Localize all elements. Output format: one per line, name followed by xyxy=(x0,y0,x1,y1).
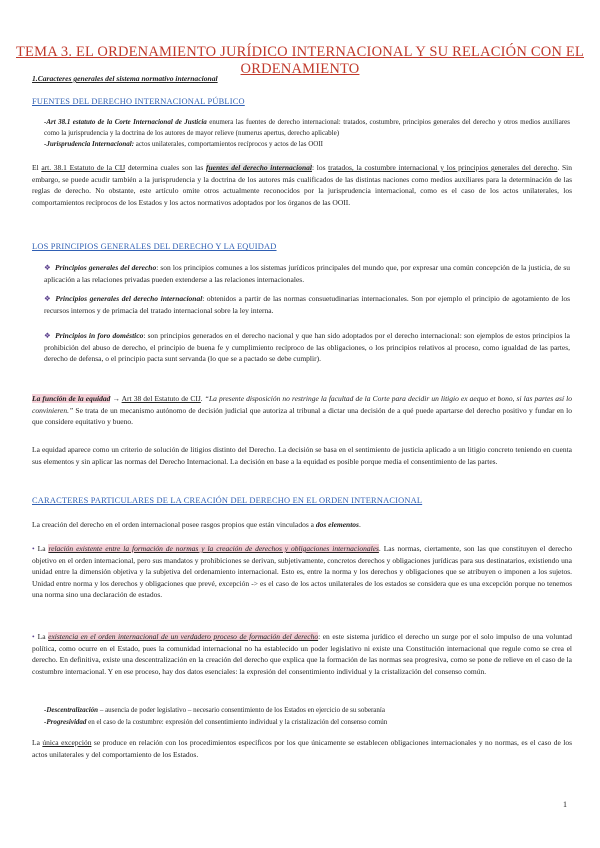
bullet-icon: • xyxy=(32,632,35,641)
art38-link[interactable]: Art 38 del Estatuto de CIJ xyxy=(121,394,201,403)
bullet-icon: • xyxy=(32,544,35,553)
principios-item-1: ❖ Principios generales del derecho: son los principios comunes a los sistemas jurídicos principales del mundo que, por expresar una común concepción de la justicia, de su aplicación a las relaciones privadas pueden extenderse a las relaciones internacionales. xyxy=(44,263,570,284)
excepcion-paragraph: La única excepción se produce en relación con los procedimientos específicos por los que únicamente se establecen obligaciones internacionales y no normas, es el caso de los actos unilaterales y del comportamiento de los Estados. xyxy=(32,738,573,759)
heading-fuentes: FUENTES DEL DERECHO INTERNACIONAL PÚBLICO xyxy=(32,97,245,106)
principios-item-3: ❖ Principios in foro doméstico: son principios generados en el derecho nacional y que han sido adoptados por el derecho internacional: son ejemplos de estos principios la prohibición del abuso de derecho, el principio de buena fe y cumplimiento recíproco de las obligaciones, o los principios relativos al proceso, como igualdad de las partes, derecho de defensa, o el principio pacta sunt servanda (lo que se a pactado se debe cumplir). xyxy=(44,331,570,363)
heading-caracteres: CARACTERES PARTICULARES DE LA CREACIÓN DEL DERECHO EN EL ORDEN INTERNACIONAL xyxy=(32,496,423,505)
diamond-bullet-icon: ❖ xyxy=(44,263,51,272)
diamond-bullet-icon: ❖ xyxy=(44,331,52,340)
equidad-paragraph: La equidad aparece como un criterio de solución de litigios distinto del Derecho. La decisión se basa en el sentimiento de justicia aplicado a un litigio concreto teniendo en cuenta sus elementos y sin aplicar las normas del Derecho Internacional. La decisión en base a la equidad es posible porque media el consentimiento de las partes. xyxy=(32,445,572,466)
descentralizacion-line: -Descentralización – ausencia de poder legislativo – necesario consentimiento de los Estados en ejercicio de su soberanía xyxy=(44,706,385,714)
caracteres-bullet-2: • La existencia en el orden internacional de un verdadero proceso de formación del derecho: en este sistema jurídico el derecho un surge por el solo impulso de una voluntad política, como ocurre en el Estado, pues la comunidad internacional no ha establecido un poder legislativo ni existe una Constitución internacional que regule como se crea el derecho. En definitiva, existe una descentralización en la creación del derecho que explica que la formación de las normas sea progresiva, como se pone de relieve en el caso de la costumbre internacional. Y en ese proceso, hay dos datos esenciales: la expresión del consentimiento individual y la cristalización del consenso común. xyxy=(32,632,572,676)
fuentes-bullet-2: -Jurisprudencia Internacional: actos unilaterales, comportamientos recíprocos y actos de las OOII xyxy=(44,140,323,148)
page-number: 1 xyxy=(563,800,567,809)
page-title: TEMA 3. EL ORDENAMIENTO JURÍDICO INTERNACIONAL Y SU RELACIÓN CON EL ORDENAMIENTO xyxy=(16,44,584,77)
heading-principios: LOS PRINCIPIOS GENERALES DEL DERECHO Y LA EQUIDAD xyxy=(32,242,277,251)
diamond-bullet-icon: ❖ xyxy=(44,294,52,303)
caracteres-bullet-1: • La relación existente entre la formación de normas y la creación de derechos y obligaciones internacionales. Las normas, ciertamente, son las que constituyen el derecho objetivo en el orden internacional, pero sus mandatos y prohibiciones se derivan, subjetivamente, concretos derechos y obligaciones jurídicas para sus destinatarios, existiendo una unidad entre la dimensión objetiva y la subjetiva del ordenamiento internacional. Esto es, entre la norma y los derechos y obligaciones que se atribuyen o imponen a los sujetos. Unidad entre norma y los derechos y obligaciones que prevé, excepción -> es el caso de los actos unilaterales de los estados se considera que es una excepción porque no tenemos una norma sino una declaración de estados. xyxy=(32,544,572,599)
fuentes-bullet-1: -Art 38.1 estatuto de la Corte Internacional de Justicia enumera las fuentes de derecho internacional: tratados, costumbre, principios generales del derecho y otros medios auxiliares como la jurisprudencia y la doctrina de los autores de mayor relieve (numerus apertus, derecho aplicable) xyxy=(44,118,570,137)
progresividad-line: -Progresividad en el caso de la costumbre: expresión del consentimiento individual y la cristalización del consenso común xyxy=(44,718,388,726)
principios-item-2: ❖ Principios generales del derecho internacional: obtenidos a partir de las normas consuetudinarias internacionales. Son por ejemplo el principio de agotamiento de los recursos internos y de primacía del tratado internacional sobre la ley interna. xyxy=(44,294,570,315)
caracteres-intro: La creación del derecho en el orden internacional posee rasgos propios que están vinculados a dos elementos. xyxy=(32,520,361,529)
fuentes-paragraph: El art. 38.1 Estatuto de la CIJ determina cuales son las fuentes del derecho internacional: los tratados, la costumbre internacional y los principios generales del derecho. Sin embargo, se puede acudir también a la jurisprudencia y la doctrina de los autores más cualificados de las distintas naciones como medios auxiliares para la determinación de las reglas de derecho. No obstante, este artículo omite otros actualmente reconocidos por la jurisprudencia internacional, como es el caso de los actos unilaterales, los comportamientos recíprocos de los Estados y los actos normativos adoptados por los órganos de las OOII. xyxy=(32,163,572,207)
funcion-equidad-paragraph: La función de la equidad → Art 38 del Estatuto de CIJ. “La presente disposición no restringe la facultad de la Corte para decidir un litigio ex aequo et bono, si las partes así lo convinieren.” Se trata de un mecanismo autónomo de decisión judicial que autoriza al tribunal a dictar una decisión de a qué puede apartarse del derecho positivo y fundar en lo que considere equitativo y bueno. xyxy=(32,394,572,426)
section-heading: 1.Caracteres generales del sistema normativo internacional xyxy=(32,74,218,83)
cij-statute-link[interactable]: art. 38.1 Estatuto de la CIJ xyxy=(41,163,126,172)
